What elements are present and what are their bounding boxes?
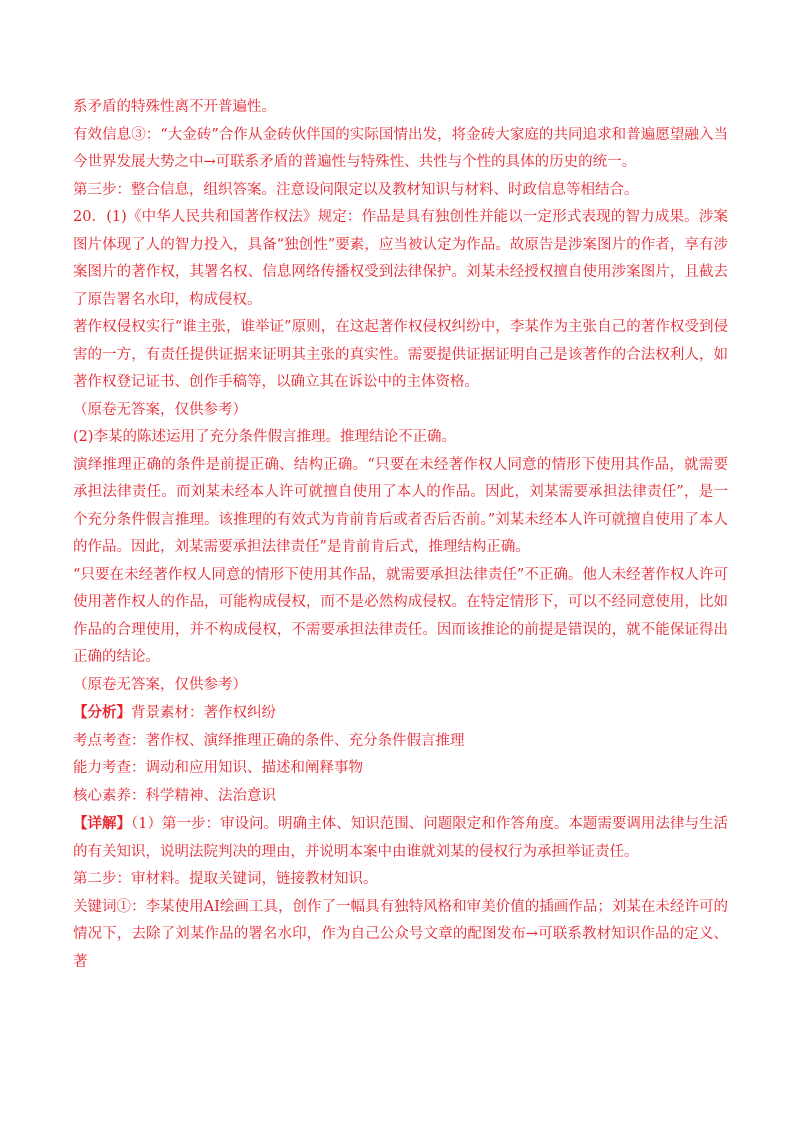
paragraph: (2)李某的陈述运用了充分条件假言推理。推理结论不正确。 bbox=[73, 429, 457, 445]
paragraph: 有效信息③：“大金砖”合作从金砖伙伴国的实际国情出发，将金砖大家庭的共同追求和普遍愿望融入当今世界发展大势之中→可联系矛盾的普遍性与特殊性、共性与个性的具体的历史的统一。 bbox=[73, 126, 728, 170]
reference-note: （原卷无答案，仅供参考） bbox=[73, 401, 247, 418]
nengli-line: 能力考查：调动和应用知识、描述和阐释事物 bbox=[73, 760, 363, 776]
suyang-line: 核心素养：科学精神、法治意识 bbox=[73, 787, 276, 804]
keyword1-line: 关键词①：李某使用AI绘画工具，创作了一幅具有独特风格和审美价值的插画作品；刘某在未经许可的情况下，去除了刘某作品的署名水印，作为自己公众号文章的配图发布→可联系教材知识作品的定义、著 bbox=[73, 898, 728, 970]
analysis-text: 背景素材：著作权纠纷 bbox=[131, 705, 276, 721]
step2-line: 第二步：审材料。提取关键词，链接教材知识。 bbox=[73, 871, 378, 887]
document-body bbox=[73, 94, 728, 976]
detail-text: （1）第一步：审设问。明确主体、知识范围、问题限定和作答角度。本题需要调用法律与生活的有关知识，说明法院判决的理由，并说明本案中由谁就刘某的侵权行为承担举证责任。 bbox=[73, 816, 728, 860]
detail-line bbox=[73, 810, 728, 866]
reference-note: （原卷无答案，仅供参考） bbox=[73, 676, 247, 693]
paragraph: 著作权侵权实行“谁主张，谁举证”原则，在这起著作权侵权纠纷中，李某作为主张自己的著作权受到侵害的一方，有责任提供证据来证明其主张的真实性。需要提供证据证明自己是该著作的合法权利人，如著作权登记证书、创作手稿等，以确立其在诉讼中的主体资格。 bbox=[73, 319, 728, 390]
paragraph: “只要在未经著作权人同意的情形下使用其作品，就需要承担法律责任”不正确。他人未经著作权人许可使用著作权人的作品，可能构成侵权，而不是必然构成侵权。在特定情形下，可以不经同意使用，比如作品的合理使用，并不构成侵权，不需要承担法律责任。因而该推论的前提是错误的，就不能保证得出正确的结论。 bbox=[73, 566, 728, 665]
analysis-line bbox=[73, 699, 728, 728]
paragraph: 演绎推理正确的条件是前提正确、结构正确。“只要在未经著作权人同意的情形下使用其作品，就需要承担法律责任。而刘某未经本人许可就擅自使用了本人的作品。因此，刘某需要承担法律责任”，是一个充分条件假言推理。该推理的有效式为肯前肯后或者否后否前。”刘某未经本人许可就擅自使用了本人的作品。因此，刘某需要承担法律责任”是肯前肯后式，推理结构正确。 bbox=[73, 456, 728, 555]
analysis-label: 【分析】 bbox=[73, 704, 131, 721]
detail-label: 【详解】 bbox=[73, 815, 132, 832]
paragraph: 20．(1)《中华人民共和国著作权法》规定：作品是具有独创性并能以一定形式表现的智力成果。涉案图片体现了人的智力投入，具备“独创性”要素，应当被认定为作品。故原告是涉案图片的作者，享有涉案图片的著作权，其署名权、信息网络传播权受到法律保护。刘某未经授权擅自使用涉案图片，且截去了原告署名水印，构成侵权。 bbox=[73, 209, 728, 308]
kaodian-line: 考点考查：著作权、演绎推理正确的条件、充分条件假言推理 bbox=[73, 732, 465, 749]
paragraph: 第三步：整合信息，组织答案。注意设问限定以及教材知识与材料、时政信息等相结合。 bbox=[73, 181, 639, 198]
paragraph: 系矛盾的特殊性离不开普遍性。 bbox=[73, 99, 276, 115]
